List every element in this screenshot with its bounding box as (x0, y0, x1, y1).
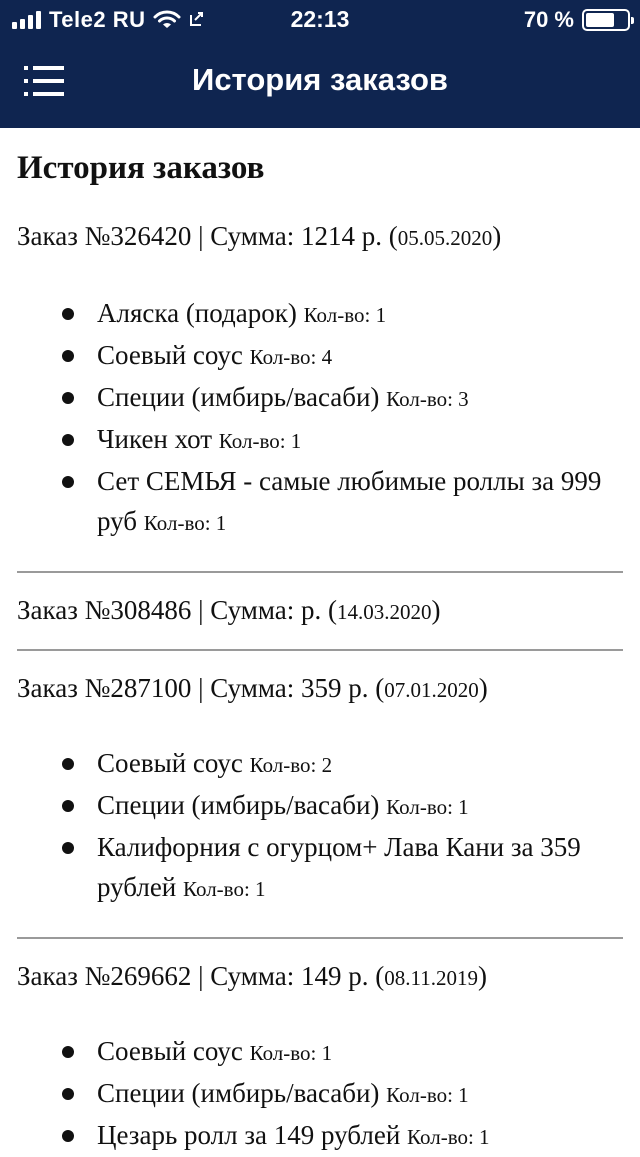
item-qty: Кол-во: 1 (407, 1125, 490, 1149)
order-number-sum: Заказ №269662 | Сумма: 149 р. ( (17, 961, 385, 991)
item-name: Специи (имбирь/васаби) (97, 790, 380, 820)
battery-icon (582, 9, 630, 31)
item-qty: Кол-во: 2 (249, 753, 333, 777)
order-block (17, 959, 623, 1157)
order-block (17, 671, 623, 909)
carrier-name: Tele2 RU (49, 7, 146, 32)
order-header (17, 593, 623, 629)
order-item (17, 335, 623, 377)
app-header (0, 40, 640, 128)
battery-level (586, 13, 614, 27)
app-header-title: История заказов (192, 62, 448, 97)
order-item (17, 1073, 623, 1115)
order-item (17, 1115, 623, 1157)
order-header-close: ) (477, 961, 487, 991)
item-qty: Кол-во: 1 (386, 795, 469, 819)
item-name: Цезарь ролл за 149 рублей (97, 1120, 401, 1150)
item-name: Соевый соус (97, 1036, 243, 1066)
order-item (17, 419, 623, 461)
order-header-close: ) (478, 673, 488, 703)
item-name: Соевый соус (97, 340, 243, 370)
order-block (17, 219, 623, 543)
order-items-list (17, 293, 623, 543)
item-name: Соевый соус (97, 748, 243, 778)
status-time: 22:13 (290, 6, 350, 32)
status-bar (0, 0, 640, 40)
page-title: История заказов (17, 150, 265, 186)
order-header (17, 219, 623, 255)
order-number-sum: Заказ №308486 | Сумма: р. ( (17, 595, 337, 625)
order-date: 07.01.2020 (384, 678, 479, 702)
status-right (524, 7, 630, 33)
order-item (17, 785, 623, 827)
order-item (17, 827, 623, 909)
item-name: Калифорния с огурцом+ Лава Кани за 359 рублей (97, 832, 581, 902)
item-name: Чикен хот (97, 424, 213, 454)
order-history-content (0, 128, 640, 1157)
order-header (17, 671, 623, 707)
order-block (17, 593, 623, 629)
order-item (17, 461, 623, 543)
item-qty: Кол-во: 3 (386, 387, 469, 411)
order-date: 08.11.2019 (384, 966, 478, 990)
order-items-list (17, 1031, 623, 1157)
battery-percent: 70 % (523, 7, 574, 32)
order-divider (17, 649, 623, 651)
order-divider (17, 571, 623, 573)
item-name: Аляска (подарок) (97, 298, 297, 328)
item-qty: Кол-во: 4 (249, 345, 333, 369)
order-item (17, 293, 623, 335)
item-name: Специи (имбирь/васаби) (97, 1078, 380, 1108)
order-header (17, 959, 623, 995)
order-item (17, 1031, 623, 1073)
item-name: Специи (имбирь/васаби) (97, 382, 380, 412)
order-date: 05.05.2020 (397, 226, 493, 250)
order-number-sum: Заказ №287100 | Сумма: 359 р. ( (17, 673, 385, 703)
item-name: Сет СЕМЬЯ - самые любимые роллы за 999 руб (97, 466, 602, 536)
item-qty: Кол-во: 1 (303, 303, 387, 327)
item-qty: Кол-во: 1 (183, 877, 266, 901)
item-qty: Кол-во: 1 (143, 511, 227, 535)
order-item (17, 743, 623, 785)
order-item (17, 377, 623, 419)
item-qty: Кол-во: 1 (218, 429, 302, 453)
order-header-close: ) (431, 595, 441, 625)
order-date: 14.03.2020 (336, 600, 432, 624)
order-number-sum: Заказ №326420 | Сумма: 1214 р. ( (17, 221, 398, 251)
item-qty: Кол-во: 1 (249, 1041, 333, 1065)
order-header-close: ) (492, 221, 502, 251)
order-items-list (17, 743, 623, 909)
item-qty: Кол-во: 1 (386, 1083, 469, 1107)
order-divider (17, 937, 623, 939)
